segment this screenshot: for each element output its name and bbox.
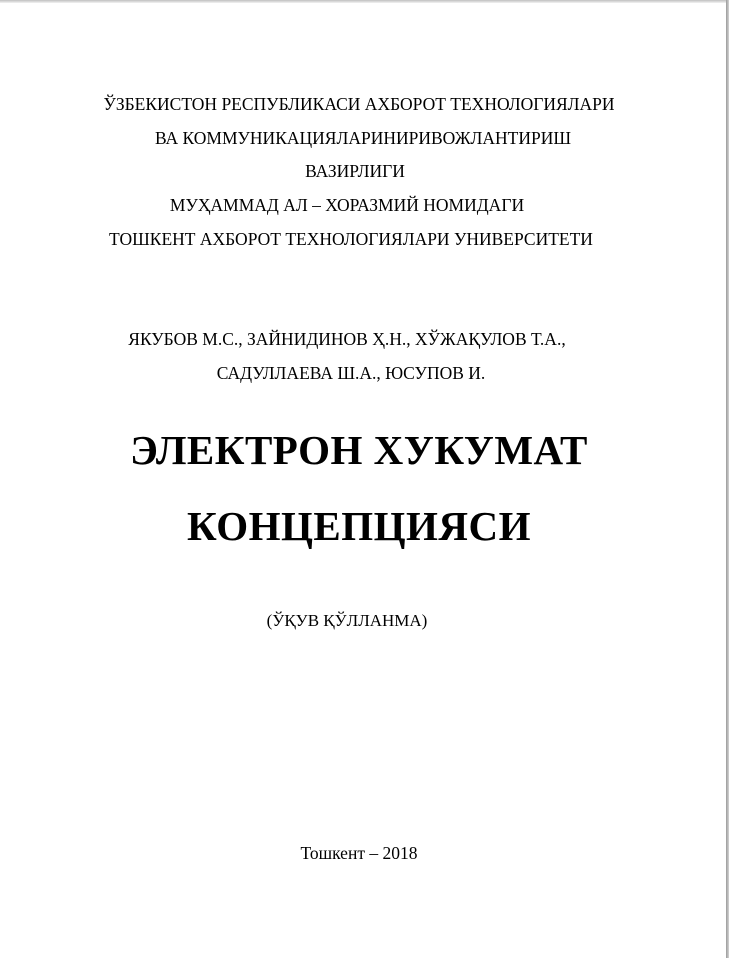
ministry-line-2: ВА КОММУНИКАЦИЯЛАРИНИРИВОЖЛАНТИРИШ	[154, 128, 572, 148]
title-line-1: ЭЛЕКТРОН ХУКУМАТ	[130, 427, 588, 473]
ministry-line-1: ЎЗБЕКИСТОН РЕСПУБЛИКАСИ АХБОРОТ ТЕХНОЛОГИЯЛАРИ	[103, 94, 615, 114]
authors-line-1: ЯКУБОВ М.С., ЗАЙНИДИНОВ Ҳ.Н., ХЎЖАҚУЛОВ Т.А.,	[128, 329, 566, 349]
city-year-footer: Тошкент – 2018	[300, 843, 418, 863]
page-top-edge	[0, 0, 728, 3]
authors-line-2: САДУЛЛАЕВА Ш.А., ЮСУПОВ И.	[216, 363, 486, 383]
ministry-line-5: ТОШКЕНТ АХБОРОТ ТЕХНОЛОГИЯЛАРИ УНИВЕРСИТЕТИ	[109, 229, 593, 249]
document-type-subtitle: (ЎҚУВ ҚЎЛЛАНМА)	[266, 611, 428, 630]
ministry-line-4: МУҲАММАД АЛ – ХОРАЗМИЙ НОМИДАГИ	[169, 195, 525, 215]
viewer-background	[729, 0, 736, 958]
ministry-line-3: ВАЗИРЛИГИ	[305, 161, 405, 181]
title-line-2: КОНЦЕПЦИЯСИ	[186, 503, 531, 549]
